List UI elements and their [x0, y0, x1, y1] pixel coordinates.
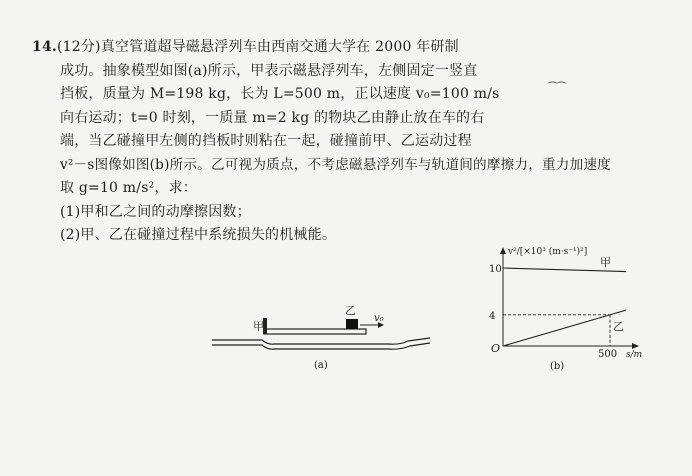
- y-axis-arrow-icon: [500, 247, 506, 254]
- problem-line-6: v²－s图像如图(b)所示。乙可视为质点，不考虑磁悬浮列车与轨道间的摩擦力，重力加速度: [60, 156, 611, 173]
- caption-a: (a): [314, 360, 328, 371]
- y-tick-label: 4: [489, 310, 496, 322]
- question-2: (2)甲、乙在碰撞过程中系统损失的机械能。: [60, 227, 337, 243]
- x-axis-label: s/m: [626, 350, 643, 360]
- problem-line-3: 挡板，质量为 M=198 kg，长为 L=500 m，正以速度 v₀=100 m/s: [60, 86, 500, 102]
- figure-b-chart: [489, 246, 642, 372]
- caption-b: (b): [550, 361, 565, 372]
- y-axis-label: v²/[×10³ (m·s⁻¹)²]: [508, 247, 588, 257]
- label-jia: 甲: [253, 320, 264, 333]
- problem-number: 14.: [32, 39, 57, 55]
- stray-mark-icon: ⁀⁀: [548, 82, 566, 95]
- origin-label: O: [491, 342, 501, 355]
- chart-marks: [489, 256, 626, 360]
- y-tick-label: 10: [489, 264, 502, 275]
- figure-a: [212, 304, 430, 371]
- problem-text-line: (12分)真空管道超导磁悬浮列车由西南交通大学在 2000 年研制: [56, 39, 459, 55]
- series-line-yi: [503, 310, 626, 346]
- problem-line-7: 取 g=10 m/s²，求：: [60, 180, 197, 196]
- question-1: (1)甲和乙之间的动摩擦因数；: [60, 203, 251, 220]
- x-tick-label: 500: [598, 349, 618, 360]
- label-v0: v₀: [374, 313, 384, 324]
- problem-line-4: 向右运动；t=0 时刻，一质量 m=2 kg 的物块乙由静止放在车的右: [60, 109, 485, 126]
- problem-line-2: 成功。抽象模型如图(a)所示，甲表示磁悬浮列车，左侧固定一竖直: [60, 62, 478, 79]
- series-label-yi: 乙: [613, 320, 624, 333]
- track-rail: [212, 338, 430, 344]
- problem-line-5: 端，当乙碰撞甲左侧的挡板时则粘在一起，碰撞前甲、乙运动过程: [60, 133, 472, 149]
- car-body: [264, 329, 366, 334]
- series-label-jia: 甲: [600, 256, 611, 269]
- block-yi: [346, 319, 358, 329]
- x-axis-arrow-icon: [632, 343, 639, 349]
- label-yi: 乙: [345, 304, 356, 317]
